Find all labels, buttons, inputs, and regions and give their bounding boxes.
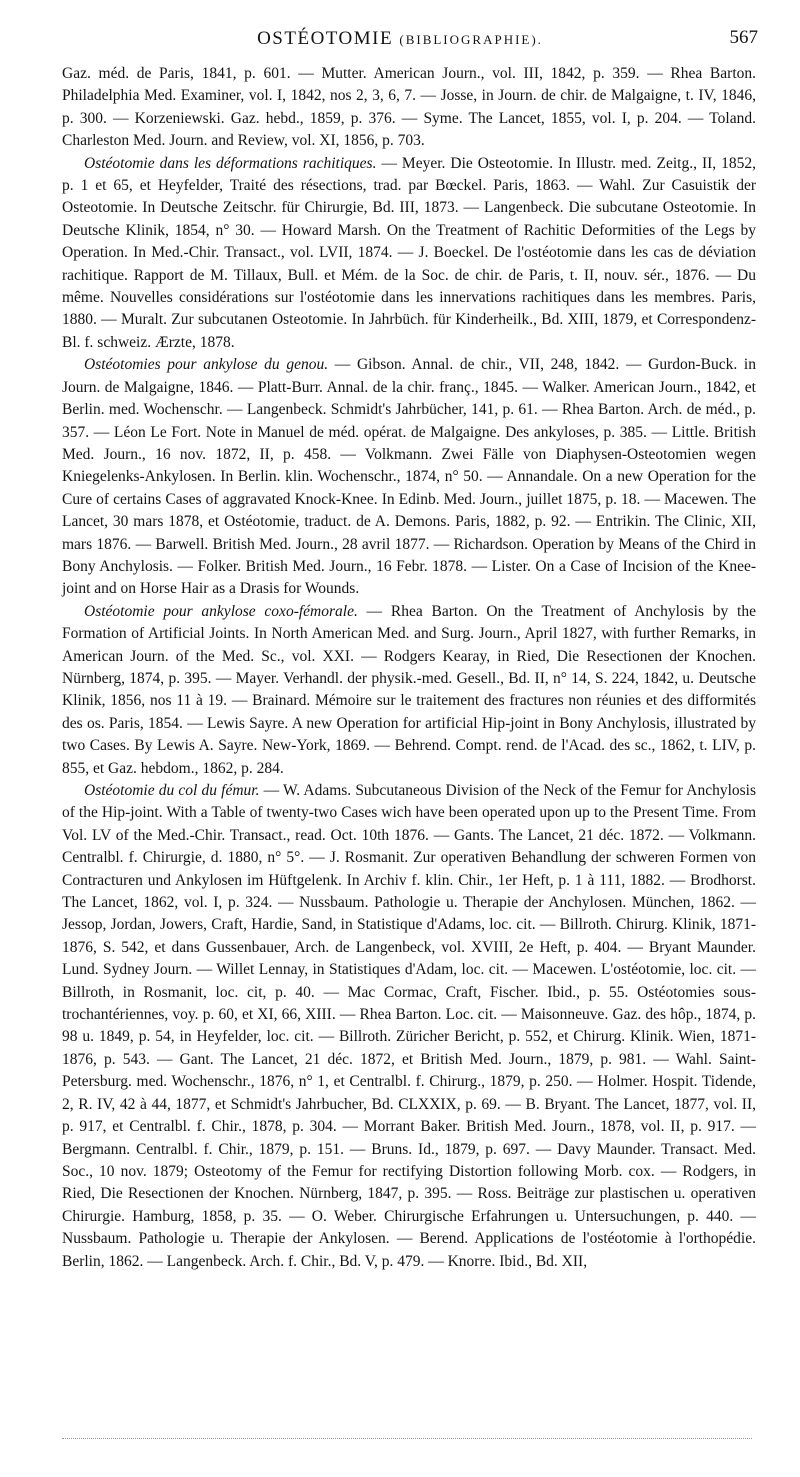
section-heading: Ostéotomie pour ankylose coxo-fémorale. [84,602,358,620]
section-heading: Ostéotomie du col du fémur. [84,782,260,799]
paragraph-text: Gaz. méd. de Paris, 1841, p. 601. — Mutter. American Journ., vol. III, 1842, p. 359. — Rhea Barton. Philadelphia Med. Examiner, vol. I, 1842, nos 2, 3, 6, 7. — Josse, in Journ. de chir. de Malgaigne, t. IV, 1846, p. 300. — Korzeniewski. Gaz. hebd., 1859, p. 376. — Syme. The Lancet, 1855, vol. I, p. 204. — Toland. Charleston Med. Journ. and Review, vol. XI, 1856, p. 703. [62,65,756,150]
section-text: — Meyer. Die Osteotomie. In Illustr. med. Zeitg., II, 1852, p. 1 et 65, et Heyfelder, Traité des résections, trad. par Bœckel. Paris, 1863. — Wahl. Zur Casuistik der Osteotomie. In Deutsche Zeitschr. für Chirurgie, Bd. III, 1873. — Langenbeck. Die subcutane Osteotomie. In Deutsche Klinik, 1854, n° 30. — Howard Marsh. On the Treatment of Rachitic Deformities of the Legs by Operation. In Med.-Chir. Transact., vol. LVII, 1874. — J. Boeckel. De l'ostéotomie dans les cas de déviation rachitique. Rapport de M. Tillaux, Bull. et Mém. de la Soc. de chir. de Paris, t. II, nouv. sér., 1876. — Du même. Nouvelles considérations sur l'ostéotomie dans les innervations rachitiques dans les membres. Paris, 1880. — Muralt. Zur subcutanen Osteotomie. In Jahrbüch. für Kinderheilk., Bd. XIII, 1879, et Correspondenz-Bl. f. schweiz. Ærzte, 1878. [62,154,756,351]
bibliography-section-knee [62,354,756,600]
running-title-subtitle: (BIBLIOGRAPHIE). [399,32,543,47]
bibliography-section-rachitic [62,153,756,355]
bibliography-body [62,63,756,1273]
section-text: — Gibson. Annal. de chir., VII, 248, 1842. — Gurdon-Buck. in Journ. de Malgaigne, 1846. — Platt-Burr. Annal. de la chir. franç., 1845. — Walker. American Journ., 1842, et Berlin. med. Wochenschr. — Langenbeck. Schmidt's Jahrbücher, 141, p. 61. — Rhea Barton. Arch. de méd., p. 357. — Léon Le Fort. Note in Manuel de méd. opérat. de Malgaigne. Des ankyloses, p. 385. — Little. British Med. Journ., 16 nov. 1872, II, p. 458. — Volkmann. Zwei Fälle von Diaphysen-Osteotomien wegen Kniegelenks-Ankylosen. In Berlin. klin. Wochenschr., 1874, n° 50. — Annandale. On a new Operation for the Cure of certains Cases of aggravated Knock-Knee. In Edinb. Med. Journ., juillet 1875, p. 18. — Macewen. The Lancet, 30 mars 1878, et Ostéotomie, traduct. de A. Demons. Paris, 1882, p. 92. — Entrikin. The Clinic, XII, mars 1876. — Barwell. British Med. Journ., 28 avril 1877. — Richardson. Operation by Means of the Chird in Bony Anchylosis. — Folker. British Med. Journ., 16 Febr. 1878. — Lister. On a Case of Incision of the Knee-joint and on Horse Hair as a Drasis for Wounds. [62,356,756,598]
page-number: 567 [729,27,758,48]
bibliography-section-hip [62,601,756,780]
section-heading: Ostéotomies pour ankylose du genou. [84,356,329,374]
section-text: — W. Adams. Subcutaneous Division of the Neck of the Femur for Anchylosis of the Hip-joint. With a Table of twenty-two Cases wich have been operated upon up to the Present Time. From Vol. LV of the Med.-Chir. Transact., read. Oct. 10th 1876. — Gants. The Lancet, 21 déc. 1872. — Volkmann. Centralbl. f. Chirurgie, d. 1880, n° 5°. — J. Rosmanit. Zur operativen Behandlung der schweren Formen von Contracturen und Ankylosen im Hüftgelenk. In Archiv f. klin. Chir., 1er Heft, p. 1 à 111, 1882. — Brodhorst. The Lancet, 1862, vol. I, p. 324. — Nussbaum. Pathologie u. Therapie der Anchylosen. München, 1862. — Jessop, Jordan, Jowers, Craft, Hardie, Sand, in Statistique d'Adams, loc. cit. — Billroth. Chirurg. Klinik, 1871-1876, S. 542, et dans Gussenbauer, Arch. de Langenbeck, vol. XVIII, 2e Heft, p. 404. — Bryant Maunder. Lund. Sydney Journ. — Willet Lennay, in Statistiques d'Adam, loc. cit. — Macewen. L'ostéotomie, loc. cit. — Billroth, in Rosmanit, loc. cit, p. 40. — Mac Cormac, Craft, Fischer. Ibid., p. 55. Ostéotomies sous-trochantériennes, voy. p. 60, et XI, 66, XIII. — Rhea Barton. Loc. cit. — Maisonneuve. Gaz. des hôp., 1874, p. 98 u. 1849, p. 54, in Heyfelder, loc. cit. — Billroth. Züricher Bericht, p. 552, et Chirurg. Klinik. Wien, 1871-1876, p. 543. — Gant. The Lancet, 21 déc. 1872, et British Med. Journ., 1879, p. 981. — Wahl. Saint-Petersburg. med. Wochenschr., 1876, n° 1, et Centralbl. f. Chirurg., 1879, p. 250. — Holmer. Hospit. Tidende, 2, R. IV, 42 à 44, 1877, et Schmidt's Jahrbucher, Bd. CLXXIX, p. 69. — B. Bryant. The Lancet, 1877, vol. II, p. 917, et Centralbl. f. Chir., 1878, p. 304. — Morrant Baker. British Med. Journ., 1878, vol. II, p. 917. — Bergmann. Centralbl. f. Chir., 1879, p. 151. — Bruns. Id., 1879, p. 697. — Davy Maunder. Transact. Med. Soc., 10 nov. 1879; Osteotomy of the Femur for rectifying Distortion following Morb. cox. — Rodgers, in Ried, Die Resectionen der Knochen. Nürnberg, 1847, p. 395. — Ross. Beiträge zur plastischen u. operativen Chirurgie. Hamburg, 1858, p. 35. — O. Weber. Chirurgische Erfahrungen u. Untersuchungen, p. 440. — Nussbaum. Pathologie u. Therapie der Ankylosen. — Berend. Applications de l'ostéotomie à l'orthopédie. Berlin, 1862. — Langenbeck. Arch. f. Chir., Bd. V, p. 479. — Knorre. Ibid., Bd. XII, [62,782,757,1270]
section-text: — Rhea Barton. On the Treatment of Anchylosis by the Formation of Artificial Joints. In North American Med. and Surg. Journ., April 1827, with further Remarks, in American Journ. of the Med. Sc., vol. XXI. — Rodgers Kearay, in Ried, Die Resectionen der Knochen. Nürnberg, 1874, p. 395. — Mayer. Verhandl. der physik.-med. Gesell., Bd. II, n° 14, S. 224, 1842, u. Deutsche Klinik, 1856, nos 11 à 19. — Brainard. Mémoire sur le traitement des fractures non réunies et des difformités des os. Paris, 1854. — Lewis Sayre. A new Operation for artificial Hip-joint in Bony Anchylosis, illustrated by two Cases. By Lewis A. Sayre. New-York, 1869. — Behrend. Compt. rend. de l'Acad. des sc., 1862, t. LIV, p. 855, et Gaz. hebdom., 1862, p. 284. [62,602,756,777]
bibliography-paragraph [62,63,756,153]
bibliography-section-femoral-neck [62,780,756,1273]
running-title [0,28,800,50]
page-header [0,28,800,52]
footer-dotted-rule [62,1438,752,1439]
section-heading: Ostéotomie dans les déformations rachitiques. [84,154,377,172]
running-title-main: OSTÉOTOMIE [257,28,394,49]
